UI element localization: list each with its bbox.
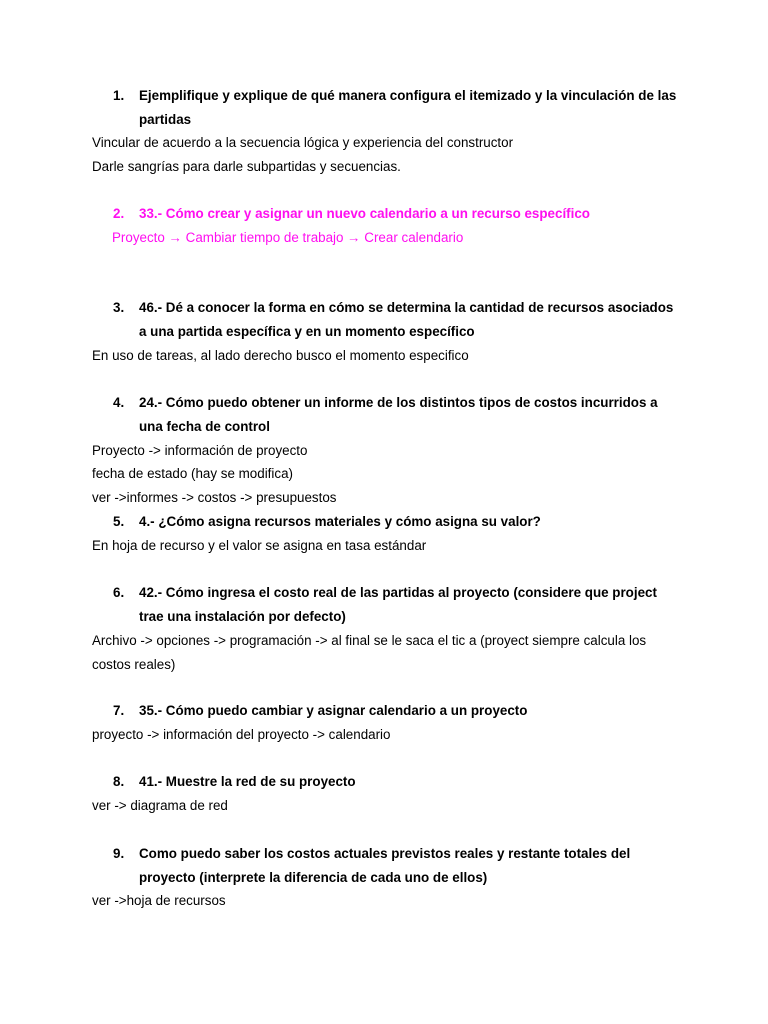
answer-line: Archivo -> opciones -> programación -> al final se le saca el tic a (proyect siempre calcula los costos reales) — [92, 633, 647, 672]
answer-line: Proyecto → Cambiar tiempo de trabajo → Crear calendario — [112, 230, 464, 245]
question-number: 4. — [113, 395, 125, 410]
answer-line: En uso de tareas, al lado derecho busco el momento especifico — [92, 348, 469, 363]
answer-line: fecha de estado (hay se modifica) — [92, 466, 293, 481]
question-number: 6. — [113, 585, 125, 600]
answer-line: Vincular de acuerdo a la secuencia lógica y experiencia del constructor — [92, 135, 514, 150]
question-number: 5. — [113, 514, 125, 529]
answer-line: ver ->hoja de recursos — [92, 893, 226, 908]
question-text: 4.- ¿Cómo asigna recursos materiales y cómo asigna su valor? — [139, 514, 541, 529]
question-number: 2. — [113, 206, 125, 221]
question-number: 3. — [113, 300, 125, 315]
question-text: 46.- Dé a conocer la forma en cómo se determina la cantidad de recursos asociados a una partida específica y en un momento específico — [139, 300, 674, 339]
question-text: 42.- Cómo ingresa el costo real de las partidas al proyecto (considere que project trae una instalación por defecto) — [139, 585, 657, 624]
question-text: 24.- Cómo puedo obtener un informe de los distintos tipos de costos incurridos a una fecha de control — [139, 395, 658, 434]
answer-line: En hoja de recurso y el valor se asigna en tasa estándar — [92, 538, 427, 553]
question-text: Ejemplifique y explique de qué manera configura el itemizado y la vinculación de las partidas — [139, 88, 677, 127]
answer-line: ver -> diagrama de red — [92, 798, 228, 813]
answer-line: proyecto -> información del proyecto -> calendario — [92, 727, 391, 742]
question-text: 35.- Cómo puedo cambiar y asignar calendario a un proyecto — [139, 703, 528, 718]
question-number: 7. — [113, 703, 125, 718]
question-text: 33.- Cómo crear y asignar un nuevo calendario a un recurso específico — [139, 206, 590, 221]
answer-line: Darle sangrías para darle subpartidas y secuencias. — [92, 159, 401, 174]
question-number: 8. — [113, 774, 125, 789]
question-text: Como puedo saber los costos actuales previstos reales y restante totales del proyecto (interprete la diferencia de cada uno de ellos) — [139, 846, 631, 885]
question-number: 9. — [113, 846, 125, 861]
question-number: 1. — [113, 88, 125, 103]
answer-line: ver ->informes -> costos -> presupuestos — [92, 490, 337, 505]
question-text: 41.- Muestre la red de su proyecto — [139, 774, 356, 789]
answer-line: Proyecto -> información de proyecto — [92, 443, 308, 458]
